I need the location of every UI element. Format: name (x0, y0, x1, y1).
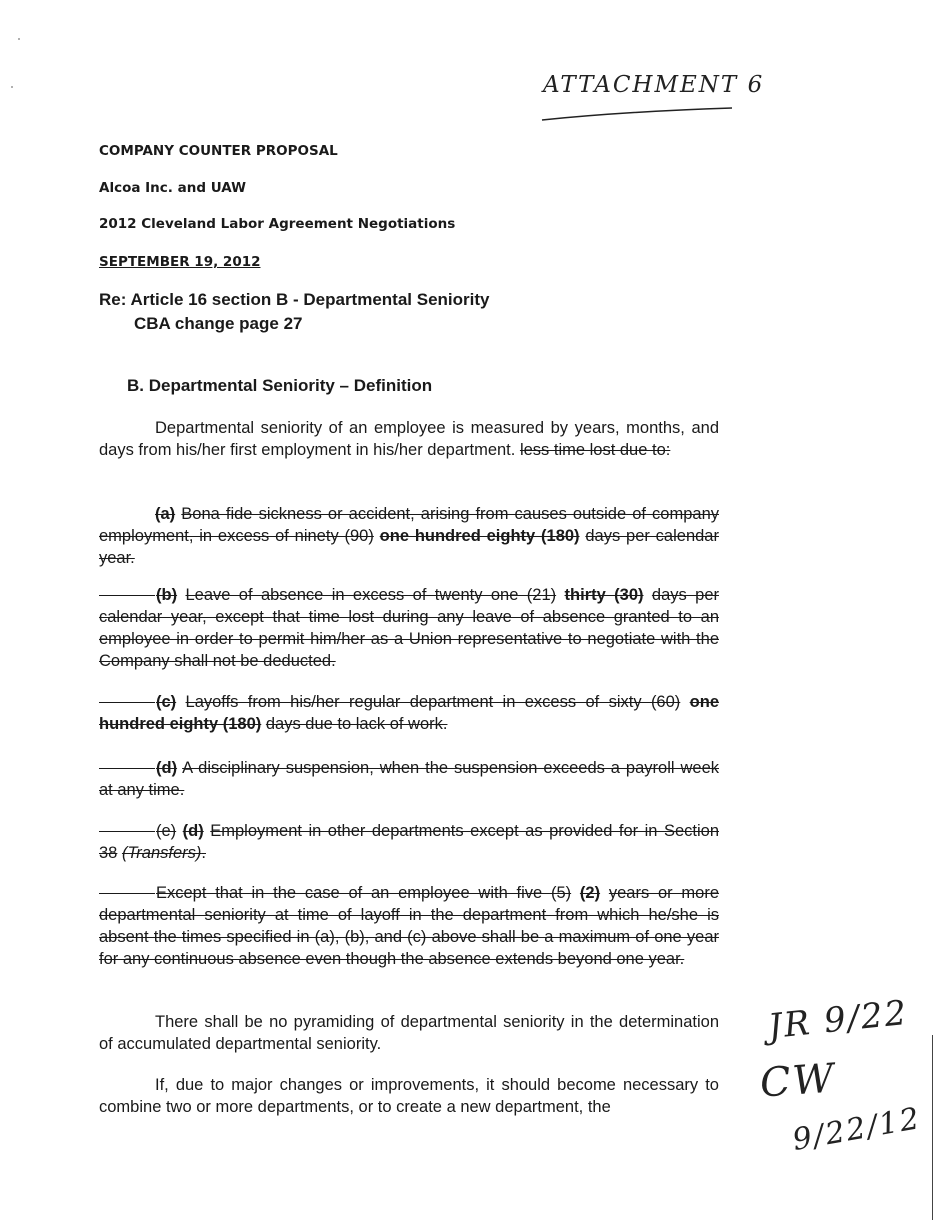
section-heading: B. Departmental Seniority – Definition (127, 376, 433, 395)
para-a-label: (a) (155, 505, 176, 523)
except-bold: (2) (579, 884, 601, 902)
para-e-struck-italic: (Transfers) (121, 844, 202, 862)
intro-struck-text: less time lost due to: (519, 441, 671, 459)
paragraph-e (99, 820, 719, 864)
para-d-struck-1: A disciplinary suspension, when the suspension exceeds a payroll week at any time. (99, 759, 719, 799)
re-page: CBA change page 27 (134, 314, 303, 333)
leader-line (99, 595, 155, 596)
scan-speck (11, 86, 13, 88)
para-a-struck-2: days per calendar year. (99, 527, 719, 567)
paragraph-except (99, 882, 719, 970)
attachment-label: ATTACHMENT 6 (543, 72, 765, 98)
except-struck-2: years or more departmental seniority at time of layoff in the department from which he/she is absent the times specified in (a), (b), and (c) above shall be a maximum of one year for any continuous absence even though the absence extends beyond one year. (99, 884, 720, 968)
para-d-label: (d) (156, 759, 178, 777)
leader-line (99, 702, 155, 703)
para-e-new-label: (d) (182, 822, 204, 840)
leader-line (99, 768, 155, 769)
para-e-old-label: (e) (156, 822, 177, 840)
para-b-bold: thirty (30) (564, 586, 644, 604)
para-b-label: (b) (156, 586, 178, 604)
para-c-bold: one hundred eighty (180) (99, 693, 719, 733)
paragraph-pyramiding: There shall be no pyramiding of departmental seniority in the determination of accumulated departmental seniority. (99, 1013, 719, 1053)
paragraph-a (99, 503, 719, 569)
para-a-bold: one hundred eighty (180) (379, 527, 580, 545)
except-struck-1: Except that in the case of an employee with five (5) (156, 884, 572, 902)
para-b-struck-1: Leave of absence in excess of twenty one (21) (185, 586, 557, 604)
para-c-struck-1: Layoffs from his/her regular department in excess of sixty (60) (185, 693, 681, 711)
attachment-underline (540, 104, 735, 124)
scan-edge-line (932, 1035, 933, 1220)
parties-line: Alcoa Inc. and UAW (99, 180, 246, 196)
para-c-struck-2: days due to lack of work. (265, 715, 448, 733)
para-a-struck-1: Bona fide sickness or accident, arising from causes outside of company employment, in excess of ninety (90) (99, 505, 720, 545)
para-b-struck-2: days per calendar year, except that time lost during any leave of absence granted to an employee in order to permit him/her as a Union representative to negotiate with the Company shall not be deducted. (99, 586, 719, 670)
scan-speck (18, 38, 20, 40)
intro-text: Departmental seniority of an employee is measured by years, months, and days from his/her first employment in his/her department. (99, 419, 719, 459)
leader-line (99, 893, 155, 894)
leader-line (99, 831, 155, 832)
para-e-struck-1: Employment in other departments except as provided for in Section 38 (99, 822, 719, 862)
handwritten-date: 9/22/12 (789, 1101, 924, 1158)
proposal-date: SEPTEMBER 19, 2012 (99, 254, 261, 270)
handwritten-initials-2: CW (758, 1055, 838, 1107)
paragraph-combine: If, due to major changes or improvements, it should become necessary to combine two or more departments, or to create a new department, the (99, 1076, 719, 1116)
proposal-title: COMPANY COUNTER PROPOSAL (99, 143, 338, 159)
re-subject: Re: Article 16 section B - Departmental Seniority (99, 290, 490, 309)
negotiations-line: 2012 Cleveland Labor Agreement Negotiations (99, 216, 456, 232)
intro-paragraph (99, 417, 719, 461)
paragraph-d (99, 757, 719, 801)
handwritten-initials-1: JR 9/22 (766, 992, 911, 1048)
paragraph-c (99, 691, 719, 735)
para-e-struck-end: . (201, 844, 206, 862)
para-c-label: (c) (156, 693, 177, 711)
paragraph-b (99, 584, 719, 672)
